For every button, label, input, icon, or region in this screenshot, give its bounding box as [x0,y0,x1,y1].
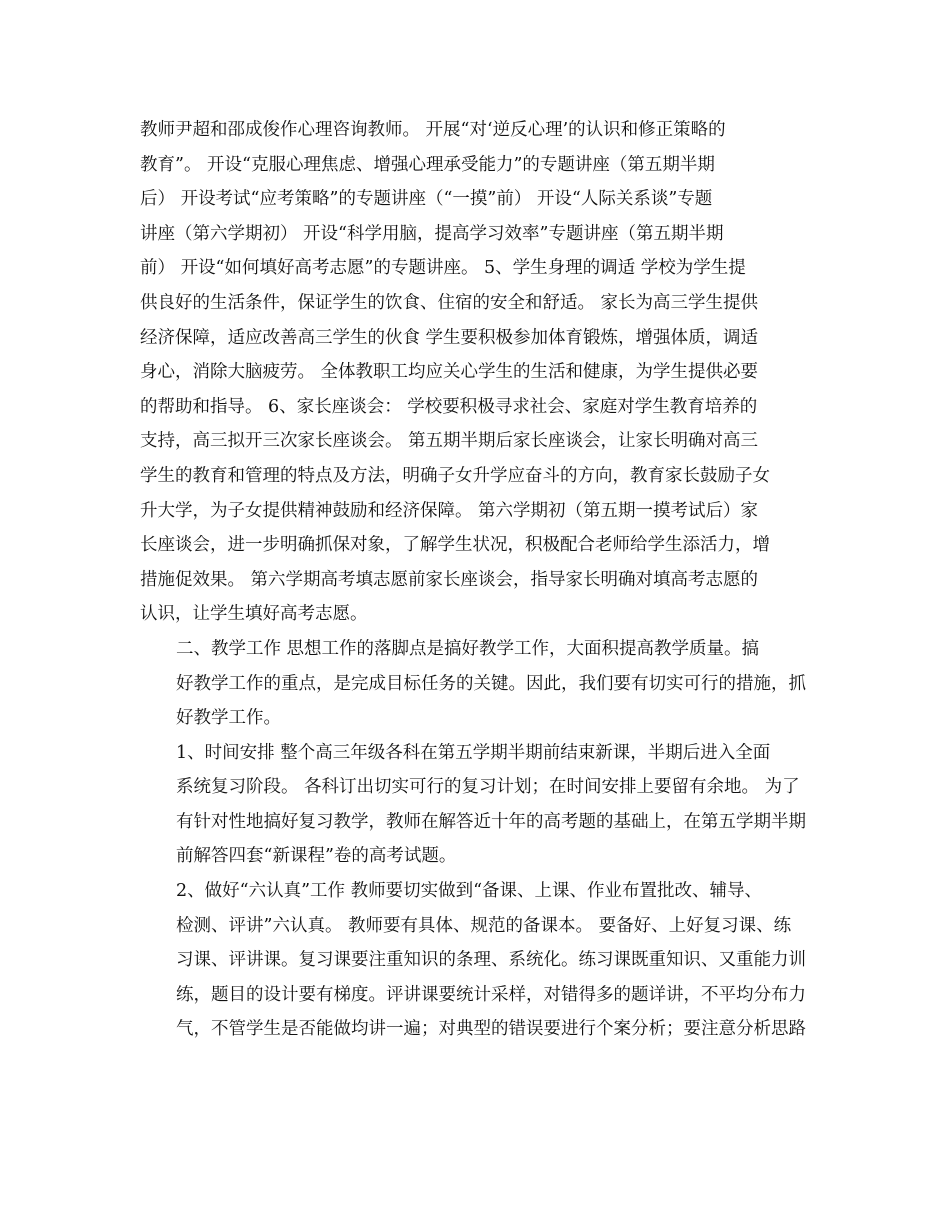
text-line: 经济保障，适应改善高三学生的伙食 学生要积极参加体育锻炼，增强体质，调适 [140,327,759,348]
document-body [140,113,820,1047]
text-line: 2、做好“六认真”工作 教师要切实做到“备课、上课、作业布置批改、辅导、 [176,881,763,902]
text-line: 前解答四套“新课程”卷的高考试题。 [176,846,457,867]
text-line: 支持，高三拟开三次家长座谈会。 第五期半期后家长座谈会，让家长明确对高三 [140,431,759,452]
text-line: 后） 开设考试“应考策略”的专题讲座（“一摸”前） 开设“人际关系谈”专题 [140,189,713,210]
text-line: 检测、评讲”六认真。 教师要有具体、规范的备课本。 要备好、上好复习课、练 [176,915,792,936]
text-line: 认识，让学生填好高考志愿。 [140,604,368,625]
text-line: 二、教学工作 思想工作的落脚点是搞好教学工作，大面积提高教学质量。搞 [176,638,760,659]
text-line: 长座谈会，进一步明确抓保对象，了解学生状况，积极配合老师给学生添活力，增 [140,535,770,556]
paragraph [140,736,820,874]
text-line: 习课、评讲课。复习课要注重知识的条理、系统化。练习课既重知识、又重能力训 [176,950,806,971]
paragraph [140,632,820,736]
text-line: 练，题目的设计要有梯度。评讲课要统计采样，对错得多的题详讲，不平均分布力 [176,984,806,1005]
text-line: 好教学工作的重点，是完成目标任务的关键。因此，我们要有切实可行的措施，抓 [176,673,806,694]
text-line: 学生的教育和管理的特点及方法，明确子女升学应奋斗的方向，教育家长鼓励子女 [140,465,770,486]
text-line: 好教学工作。 [176,708,281,729]
paragraph [140,874,820,1047]
text-line: 系统复习阶段。 各科订出切实可行的复习计划；在时间安排上要留有余地。 为了 [176,777,800,798]
text-line: 教师尹超和邵成俊作心理咨询教师。 开展“对‘逆反心理’的认识和修正策略的 [140,120,726,140]
text-line: 前） 开设“如何填好高考志愿”的专题讲座。 5、学生身理的调适 学校为学生提 [140,258,746,279]
text-line: 供良好的生活条件，保证学生的饮食、住宿的安全和舒适。 家长为高三学生提供 [140,292,759,313]
text-line: 措施促效果。 第六学期高考填志愿前家长座谈会，指导家长明确对填高考志愿的 [140,569,759,590]
text-line: 有针对性地搞好复习教学，教师在解答近十年的高考题的基础上，在第五学期半期 [176,811,806,832]
text-line: 教育”。 开设“克服心理焦虑、增强心理承受能力”的专题讲座（第五期半期 [140,154,715,175]
text-line: 的帮助和指导。 6、家长座谈会： 学校要积极寻求社会、家庭对学生教育培养的 [140,396,758,417]
document-page [140,113,820,1047]
text-line: 气，不管学生是否能做均讲一遍；对典型的错误要进行个案分析；要注意分析思路 [176,1019,806,1040]
paragraph [140,113,820,632]
text-line: 1、时间安排 整个高三年级各科在第五学期半期前结束新课，半期后进入全面 [176,742,771,763]
text-line: 讲座（第六学期初） 开设“科学用脑，提高学习效率”专题讲座（第五期半期 [140,223,724,244]
text-line: 身心，消除大脑疲劳。 全体教职工均应关心学生的生活和健康，为学生提供必要 [140,362,759,383]
text-line: 升大学，为子女提供精神鼓励和经济保障。 第六学期初（第五期一摸考试后）家 [140,500,759,521]
